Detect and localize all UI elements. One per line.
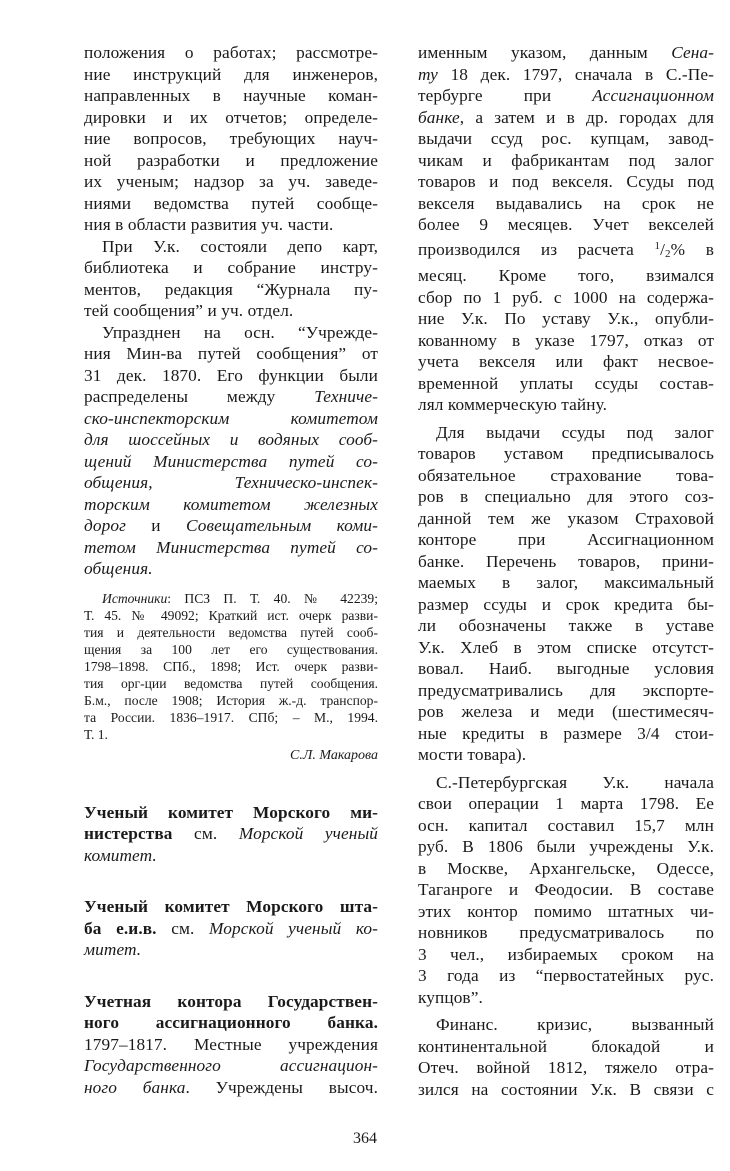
right-paragraph-2 (418, 422, 714, 766)
text-line: новников предусматривалось по (418, 923, 714, 942)
right-paragraph-3 (418, 772, 714, 1009)
text-line: мости товара). (418, 745, 527, 764)
text-line: временной уплаты ссуды состав- (418, 373, 714, 393)
right-paragraph-1 (418, 42, 714, 416)
text-line: ние инструкций для инженеров, (84, 64, 378, 84)
entry-heading: Ученый комитет Морского шта- (84, 897, 378, 916)
sources-line: Б.м., после 1908; История ж.-д. транспор- (84, 692, 378, 708)
text-line: Таганроге и Феодосии. В составе (418, 880, 714, 899)
right-paragraph-4 (418, 1014, 714, 1100)
entry-morskogo-ministerstva (84, 802, 378, 867)
italic-line: торским комитетом железных (84, 494, 378, 514)
text-line: товаров и под векселя. Ссуды под (418, 172, 714, 191)
entry-heading: Ученый комитет Морского ми- (84, 802, 378, 822)
text-line: ров в специально для этого соз- (418, 487, 714, 506)
text-line: Отеч. войной 1812, тяжело отра- (418, 1058, 714, 1077)
sources-line (84, 590, 378, 607)
text-run: % в (670, 239, 714, 259)
left-paragraph-2 (84, 236, 378, 322)
italic-line: общения. (84, 559, 153, 578)
italic-run: Ассигнационном (592, 86, 714, 105)
italic-line: тетом Министерства путей со- (84, 537, 378, 557)
text-line: ментов, редакция “Журнала пу- (84, 279, 378, 299)
text-line: купцов”. (418, 987, 483, 1007)
text-line: размер ссуды и срок кредита бы- (418, 594, 714, 614)
cross-reference-link[interactable]: митет. (84, 940, 142, 959)
italic-line: щений Министерства путей со- (84, 451, 378, 471)
italic-run: дорог (84, 516, 126, 535)
text-line: ниями ведомства путей сообще- (84, 193, 378, 213)
text-line (84, 918, 378, 940)
italic-line: для шоссейных и водяных сооб- (84, 430, 378, 449)
text-run: производился из расчета (418, 239, 655, 259)
text-line: 3 чел., избираемых сроком на (418, 944, 714, 964)
text-line: У.к. Хлеб в этом списке отсутст- (418, 637, 714, 657)
text-line (418, 42, 714, 64)
text-line: дировки и их отчетов; определе- (84, 107, 378, 127)
italic-line: Государственного ассигнацион- (84, 1056, 378, 1075)
text-line: ние вопросов, требующих науч- (84, 129, 378, 148)
text-line: ной разработки и предложение (84, 150, 378, 170)
right-column (418, 42, 714, 1100)
text-line: ния Мин-ва путей сообщения” от (84, 344, 378, 363)
text-line: 31 дек. 1870. Его функции были (84, 365, 378, 385)
entry-heading: нистерства (84, 824, 173, 843)
text-line: сбор по 1 руб. с 1000 на содержа- (418, 287, 714, 307)
sources-line: та России. 1836–1917. СПб; – М., 1994. (84, 709, 378, 725)
fraction-denominator: 2 (665, 247, 671, 260)
cross-reference-link[interactable]: комитет. (84, 845, 157, 865)
text-line (84, 515, 378, 537)
left-paragraph-3 (84, 322, 378, 580)
fraction-numerator: 1 (654, 239, 661, 252)
entry-uchetnaya-kontora (84, 991, 378, 1099)
text-line: более 9 месяцев. Учет векселей (418, 215, 714, 234)
text-line: тей сообщения” и уч. отдел. (84, 301, 294, 320)
text-run: именным указом, данным (418, 43, 672, 62)
entry-heading: ного ассигнационного банка. (84, 1013, 378, 1032)
text-run: см. (156, 918, 210, 938)
text-line: Финанс. кризис, вызванный (436, 1015, 714, 1034)
text-line: маемых в залог, максимальный (418, 573, 714, 592)
entry-morskogo-shtaba (84, 896, 378, 961)
text-line (418, 64, 714, 86)
left-column (84, 42, 378, 1098)
sources-line: Т. 1. (84, 726, 108, 742)
italic-run: ту (418, 64, 438, 84)
cross-reference-link[interactable]: Морской ученый (238, 824, 378, 843)
sources-line: тия орг-ции ведомства путей сообщения. (84, 675, 378, 691)
italic-run: Совещательным коми- (185, 516, 378, 535)
text-line (418, 107, 714, 129)
text-line (84, 386, 378, 408)
text-line: учета векселя или факт несвое- (418, 352, 714, 371)
text-run: и (125, 516, 186, 535)
text-run: . Учреждены высоч. (185, 1077, 379, 1097)
text-line: лял коммерческую тайну. (418, 395, 608, 414)
sources-line: щения за 100 лет его существования. (84, 641, 378, 657)
sources-label: Источники (102, 590, 168, 606)
text-run: см. (172, 824, 239, 843)
text-line: их ученым; надзор за уч. заведе- (84, 172, 378, 191)
text-line: банке. Перечень товаров, прини- (418, 551, 714, 571)
text-line: зился на состоянии У.к. В связи с (418, 1079, 714, 1099)
text-line: чикам и фабрикантам под залог (418, 150, 714, 170)
italic-line: общения, Техническо-инспек- (84, 473, 378, 492)
author-signature: С.Л. Макарова (290, 747, 378, 763)
text-line: свои операции 1 марта 1798. Ее (418, 794, 714, 813)
left-paragraph-1 (84, 42, 378, 236)
text-line: осн. капитал составил 15,7 млн (418, 815, 714, 835)
text-line (84, 823, 378, 845)
text-line (84, 1077, 378, 1099)
text-line: выдачи ссуд рос. купцам, завод- (418, 129, 714, 148)
text-line: данной тем же указом Страховой (418, 508, 714, 528)
entry-heading: ба е.и.в. (84, 918, 157, 938)
sources-line: Т. 45. № 49092; Краткий ист. очерк разви- (84, 607, 378, 623)
text-line: 3 года из “первостатейных рус. (418, 966, 714, 985)
italic-run: банке (418, 107, 460, 127)
text-line: предусматривались для экспорте- (418, 680, 714, 700)
fraction: $^1$/2 (654, 239, 671, 260)
text-line: При У.к. состояли депо карт, (102, 236, 378, 256)
italic-run: ного банка (84, 1077, 186, 1097)
text-line: ные кредиты в размере 3/4 стои- (418, 723, 714, 743)
sources-block (84, 590, 378, 743)
text-line: 1797–1817. Местные учреждения (84, 1034, 378, 1054)
text-line: Упразднен на осн. “Учрежде- (102, 322, 378, 342)
sources-line: тия и деятельности ведомства путей сооб- (84, 624, 378, 640)
text-line (418, 85, 714, 107)
text-line: С.-Петербургская У.к. начала (436, 772, 714, 792)
text-line (418, 236, 714, 266)
text-run: распределены между (84, 387, 315, 406)
text-line: Для выдачи ссуды под залог (436, 422, 714, 442)
text-line: ния в области развития уч. части. (84, 215, 334, 234)
text-line: в Москве, Архангельске, Одессе, (418, 858, 714, 878)
text-line: ли обозначены также в уставе (418, 616, 714, 635)
text-line: ние У.к. По уставу У.к., опубли- (418, 309, 714, 328)
text-line: библиотека и собрание инстру- (84, 258, 378, 277)
entry-heading: Учетная контора Государствен- (84, 991, 378, 1011)
text-line: вовал. Наиб. выгодные условия (418, 659, 714, 678)
text-line: ров железа и меди (шестимесяч- (418, 702, 714, 721)
italic-run: Техниче- (314, 387, 378, 406)
text-line: этих контор помимо штатных чи- (418, 901, 714, 921)
text-line: конторе при Ассигнационном (418, 530, 714, 549)
text-line: континентальной блокадой и (418, 1036, 714, 1056)
text-run: 18 дек. 1797, сначала в С.-Пе- (437, 64, 714, 84)
text-run: тербурге при (418, 86, 593, 105)
text-line: векселя выдавались на срок не (418, 193, 714, 213)
italic-line: ско-инспекторским комитетом (84, 408, 378, 428)
text-line: положения о работах; рассмотре- (84, 43, 378, 62)
italic-run: Сена- (671, 43, 714, 62)
sources-line: 1798–1898. СПб., 1898; Ист. очерк разви- (84, 658, 378, 674)
text-line: кованному в указе 1797, отказ от (418, 330, 714, 350)
text-run: , а затем и в др. городах для (459, 107, 714, 127)
text-line: обязательное страхование това- (418, 465, 714, 485)
text-line: месяц. Кроме того, взимался (418, 266, 714, 285)
text-line: руб. В 1806 были учреждены У.к. (418, 837, 714, 856)
page-number: 364 (353, 1130, 377, 1147)
text-line: товаров уставом предписывалось (418, 444, 714, 463)
cross-reference-link[interactable]: Морской ученый ко- (209, 918, 378, 938)
text-line: направленных в научные коман- (84, 86, 378, 105)
text-run: : ПСЗ П. Т. 40. № 42239; (167, 590, 378, 606)
